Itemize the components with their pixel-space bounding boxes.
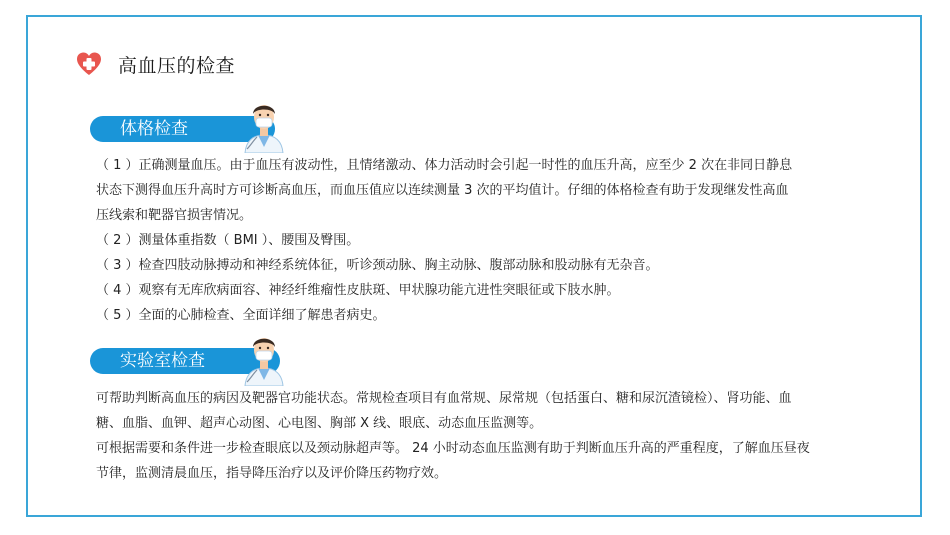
paragraph-line: 状态下测得血压升高时方可诊断高血压，而血压值应以连续测量 3 次的平均值计。仔细的体格检查有助于发现继发性高血 [96, 183, 789, 198]
page-title: 高血压的检查 [118, 54, 236, 77]
lab-exam-text [96, 386, 876, 486]
doctor-icon [241, 97, 287, 153]
title-row [76, 50, 235, 78]
medical-heart-icon [76, 51, 102, 77]
paragraph-line: （ 4 ）观察有无库欣病面容、神经纤维瘤性皮肤斑、甲状腺功能亢进性突眼征或下肢水肿。 [96, 283, 620, 298]
paragraph-line: （ 2 ）测量体重指数（ BMI ）、腰围及臀围。 [96, 233, 360, 248]
paragraph-line: 可根据需要和条件进一步检查眼底以及颈动脉超声等。 24 小时动态血压监测有助于判断血压升高的严重程度，了解血压昼夜 [96, 441, 810, 456]
section-label-physical-exam: 体格检查 [90, 116, 275, 142]
paragraph-line: （ 5 ）全面的心肺检查、全面详细了解患者病史。 [96, 308, 386, 323]
paragraph-line: 节律，监测清晨血压，指导降压治疗以及评价降压药物疗效。 [96, 466, 448, 481]
paragraph-line: （ 3 ）检查四肢动脉搏动和神经系统体征，听诊颈动脉、胸主动脉、腹部动脉和股动脉有无杂音。 [96, 258, 659, 273]
paragraph-line: 压线索和靶器官损害情况。 [96, 208, 253, 223]
paragraph-line: （ 1 ）正确测量血压。由于血压有波动性，且情绪激动、体力活动时会引起一时性的血压升高，应至少 2 次在非同日静息 [96, 158, 793, 173]
physical-exam-text [96, 153, 856, 328]
paragraph-line: 可帮助判断高血压的病因及靶器官功能状态。常规检查项目有血常规、尿常规（包括蛋白、糖和尿沉渣镜检）、肾功能、血 [96, 391, 792, 406]
paragraph-line: 糖、血脂、血钾、超声心动图、心电图、胸部 X 线、眼底、动态血压监测等。 [96, 416, 543, 431]
doctor-icon [241, 330, 287, 386]
section-label-lab-exam: 实验室检查 [90, 348, 280, 374]
